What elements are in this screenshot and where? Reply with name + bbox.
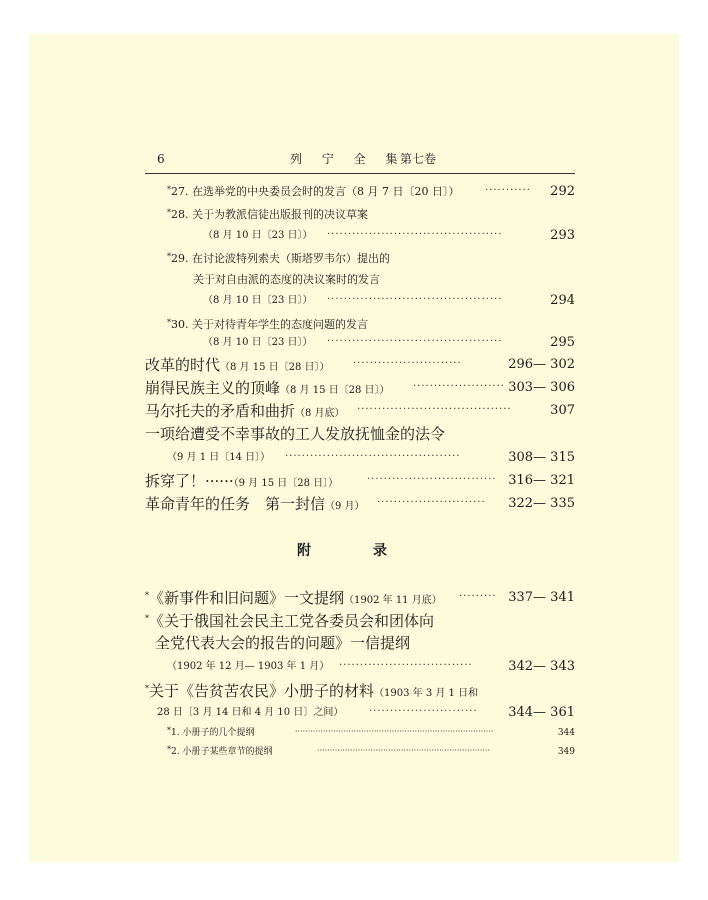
- leader-dots: ··························: [369, 706, 478, 717]
- asterisk-marker: *: [145, 591, 149, 600]
- page-ref: 342— 343: [508, 659, 575, 674]
- book-title: 列 宁 全 集: [290, 152, 406, 166]
- leader-dots: ··············································································: [295, 727, 494, 736]
- asterisk-marker: *: [167, 185, 171, 194]
- toc-entry[interactable]: 崩得民族主义的顶峰（8 月 15 日〔28 日〕） ······················ 303— 306: [145, 379, 575, 397]
- running-header: [145, 150, 575, 170]
- volume-label: 第七卷: [400, 152, 437, 166]
- asterisk-marker: *: [167, 252, 171, 261]
- appendix-entry[interactable]: *《新事件和旧问题》一文提纲（1902 年 11 月底） ········· 337— 341: [145, 589, 575, 607]
- toc-entry[interactable]: *28. 关于为教派信徒出版报刊的决议草案: [167, 208, 368, 221]
- leader-dots: ··························: [377, 497, 486, 508]
- leader-dots: ···········: [485, 185, 531, 196]
- leader-dots: ·········: [459, 591, 497, 602]
- leader-dots: ····································································: [317, 746, 490, 755]
- leader-dots: ·······························: [367, 474, 497, 485]
- page-ref: 292: [550, 184, 575, 199]
- toc-entry-continuation[interactable]: 关于对自由派的态度的决议案时的发言: [193, 273, 380, 286]
- page-number: 6: [157, 152, 165, 166]
- asterisk-marker: *: [167, 318, 171, 327]
- asterisk-marker: *: [145, 684, 149, 693]
- asterisk-marker: *: [167, 745, 171, 754]
- leader-dots: ··········································: [327, 229, 503, 240]
- header-rule: [145, 173, 575, 174]
- toc-entry-continuation[interactable]: （9 月 1 日〔14 日〕） ·········································· 308— 315: [145, 447, 575, 469]
- toc-entry[interactable]: 改革的时代（8 月 15 日〔28 日〕） ·························· 296— 302: [145, 356, 575, 374]
- page-ref: 307: [550, 403, 575, 418]
- appendix-entry-continuation[interactable]: （1902 年 12 月— 1903 年 1 月） ································ 342— 343: [145, 656, 575, 678]
- page-ref: 322— 335: [508, 496, 575, 511]
- page-ref: 344: [557, 728, 575, 738]
- leader-dots: ······················: [413, 381, 505, 392]
- toc-entry-continuation[interactable]: （8 月 10 日〔23 日〕） ·········································· 293: [145, 225, 575, 247]
- page-ref: 296— 302: [508, 357, 575, 372]
- leader-dots: ··········································: [285, 451, 461, 462]
- asterisk-marker: *: [167, 208, 171, 217]
- page-ref: 295: [550, 335, 575, 350]
- page-ref: 293: [550, 228, 575, 243]
- page-ref: 349: [557, 747, 575, 757]
- leader-dots: ·····································: [357, 404, 512, 415]
- toc-entry[interactable]: *29. 在讨论波特列索夫（斯塔罗韦尔）提出的: [167, 252, 390, 265]
- appendix-entry[interactable]: *关于《告贫苦农民》小册子的材料（1903 年 3 月 1 日和: [145, 682, 479, 700]
- appendix-entry-continuation[interactable]: 28 日〔3 月 14 日和 4 月 10 日〕之间） ·························· 344— 361: [145, 702, 575, 724]
- appendix-heading: 附 录: [297, 543, 411, 559]
- page-ref: 308— 315: [508, 450, 575, 465]
- appendix-subentry[interactable]: *2. 小册子某些章节的提纲 ···································································· 349: [145, 741, 575, 763]
- toc-entry[interactable]: 马尔托夫的矛盾和曲折（8 月底） ····································· 307: [145, 402, 575, 420]
- toc-entry[interactable]: 拆穿了！······（9 月 15 日〔28 日〕） ······························· 316— 321: [145, 472, 575, 490]
- appendix-entry-continuation[interactable]: 全党代表大会的报告的问题》一信提纲: [155, 634, 411, 652]
- appendix-entry[interactable]: *《关于俄国社会民主工党各委员会和团体向: [145, 612, 435, 630]
- page-ref: 344— 361: [508, 705, 575, 720]
- page-ref: 337— 341: [508, 590, 575, 605]
- toc-entry[interactable]: *27. 在选举党的中央委员会时的发言（8 月 7 日〔20 日〕） ··········· 292: [145, 181, 575, 203]
- leader-dots: ··························: [353, 358, 462, 369]
- toc-entry[interactable]: 一项给遭受不幸事故的工人发放抚恤金的法令: [145, 425, 446, 443]
- toc-entry[interactable]: *30. 关于对待青年学生的态度问题的发言: [167, 318, 368, 331]
- toc-entry[interactable]: 革命青年的任务 第一封信（9 月） ·························· 322— 335: [145, 495, 575, 513]
- appendix-subentry[interactable]: *1. 小册子的几个提纲 ·············································································· 344: [145, 722, 575, 744]
- leader-dots: ··········································: [327, 294, 503, 305]
- asterisk-marker: *: [145, 614, 149, 623]
- leader-dots: ································: [339, 660, 473, 671]
- toc-entry-continuation[interactable]: （8 月 10 日〔23 日〕） ·········································· 295: [145, 332, 575, 354]
- leader-dots: ··········································: [327, 336, 503, 347]
- page-ref: 303— 306: [508, 380, 575, 395]
- toc-entry-continuation[interactable]: （8 月 10 日〔23 日〕） ·········································· 294: [145, 290, 575, 312]
- page-ref: 316— 321: [508, 473, 575, 488]
- page-ref: 294: [550, 293, 575, 308]
- asterisk-marker: *: [167, 726, 171, 735]
